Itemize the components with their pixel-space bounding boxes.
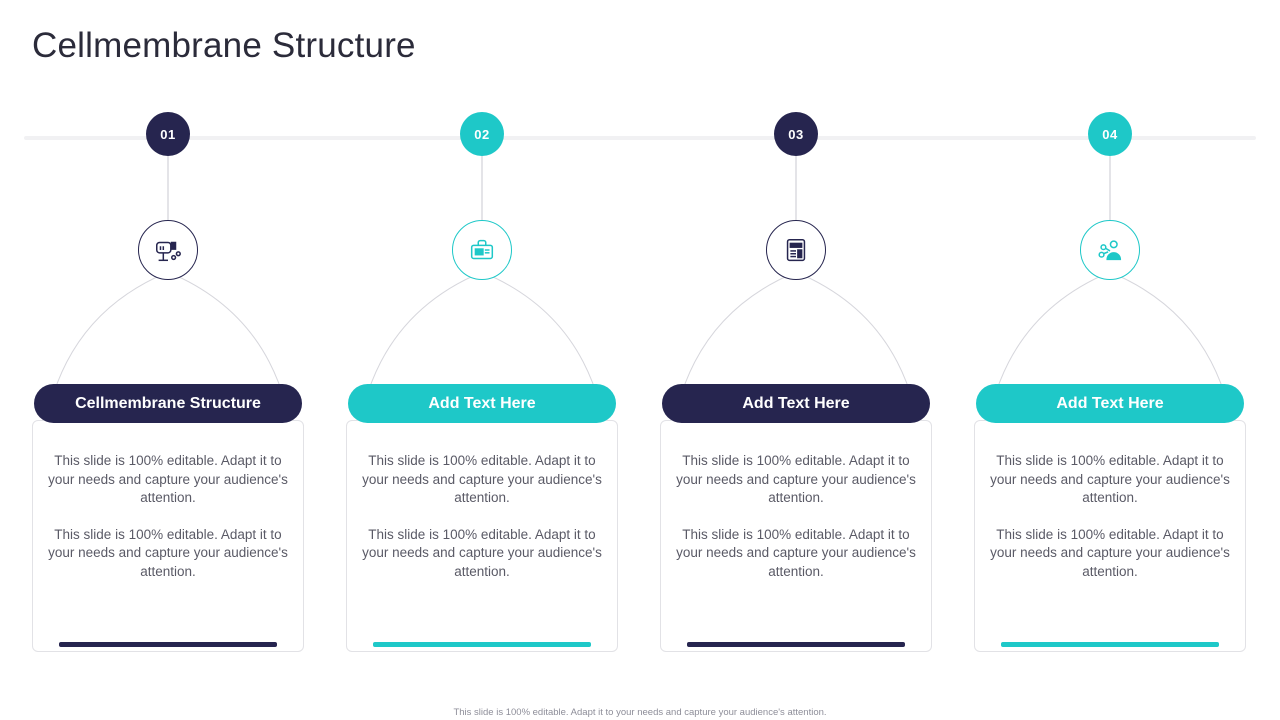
step-number-label: 04 <box>1102 126 1118 142</box>
card-underline <box>373 642 591 647</box>
column-body-text <box>674 452 918 581</box>
briefcase-icon <box>452 220 512 280</box>
step-number-label: 01 <box>160 126 176 142</box>
paragraph: This slide is 100% editable. Adapt it to your needs and capture your audience's attention. <box>362 453 602 505</box>
step-number-badge[interactable] <box>774 112 818 156</box>
column-3 <box>639 112 953 672</box>
paragraph: This slide is 100% editable. Adapt it to your needs and capture your audience's attention. <box>48 526 288 579</box>
column-heading-label: Cellmembrane Structure <box>75 394 261 412</box>
column-body-text <box>360 452 604 581</box>
column-heading-label: Add Text Here <box>428 394 536 412</box>
page-title: Cellmembrane Structure <box>32 26 416 65</box>
paragraph: This slide is 100% editable. Adapt it to your needs and capture your audience's attention. <box>48 453 288 505</box>
paragraph: This slide is 100% editable. Adapt it to your needs and capture your audience's attention. <box>990 453 1230 505</box>
column-heading-pill[interactable] <box>662 384 930 423</box>
step-number-label: 02 <box>474 126 490 142</box>
report-document-icon <box>766 220 826 280</box>
column-heading-label: Add Text Here <box>1056 394 1164 412</box>
people-network-icon <box>1080 220 1140 280</box>
card-underline <box>59 642 277 647</box>
column-4 <box>953 112 1267 672</box>
card-underline <box>687 642 905 647</box>
footer-note: This slide is 100% editable. Adapt it to your needs and capture your audience's attention. <box>453 707 827 718</box>
mailbox-icon <box>138 220 198 280</box>
step-number-badge[interactable] <box>146 112 190 156</box>
card-underline <box>1001 642 1219 647</box>
column-heading-label: Add Text Here <box>742 394 850 412</box>
paragraph: This slide is 100% editable. Adapt it to your needs and capture your audience's attention. <box>676 453 916 505</box>
paragraph: This slide is 100% editable. Adapt it to your needs and capture your audience's attention. <box>676 526 916 579</box>
paragraph: This slide is 100% editable. Adapt it to your needs and capture your audience's attention. <box>990 526 1230 579</box>
step-number-badge[interactable] <box>460 112 504 156</box>
column-1 <box>11 112 325 672</box>
column-heading-pill[interactable] <box>976 384 1244 423</box>
step-number-label: 03 <box>788 126 804 142</box>
column-body-text <box>988 452 1232 581</box>
column-heading-pill[interactable] <box>348 384 616 423</box>
step-number-badge[interactable] <box>1088 112 1132 156</box>
paragraph: This slide is 100% editable. Adapt it to your needs and capture your audience's attention. <box>362 526 602 579</box>
column-body-text <box>46 452 290 581</box>
column-heading-pill[interactable] <box>34 384 302 423</box>
column-2 <box>325 112 639 672</box>
